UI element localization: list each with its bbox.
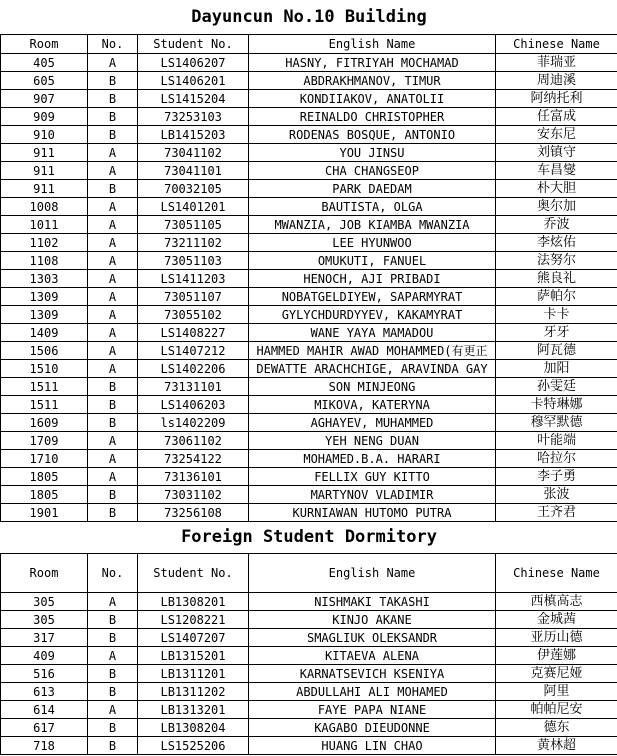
table-cell: 1805 (1, 486, 88, 504)
table-cell: 73041102 (138, 144, 249, 162)
table-cell: 1309 (1, 306, 88, 324)
table-cell: 614 (1, 701, 88, 719)
table-row (1, 468, 617, 486)
table-cell: 朴大胆 (496, 180, 617, 198)
table-cell: DEWATTE ARACHCHIGE, ARAVINDA GAY (249, 360, 496, 378)
table-cell: 409 (1, 647, 88, 665)
table-cell: 阿里 (496, 683, 617, 701)
table-row (1, 701, 617, 719)
table-cell: 帕帕尼安 (496, 701, 617, 719)
table-cell: A (88, 198, 138, 216)
table-cell: HASNY, FITRIYAH MOCHAMAD (249, 54, 496, 72)
table-cell: B (88, 737, 138, 755)
table-cell: 黄林超 (496, 737, 617, 755)
table-row (1, 216, 617, 234)
table-cell: A (88, 593, 138, 611)
header-row (1, 35, 617, 54)
table-cell: 305 (1, 611, 88, 629)
table-cell: HUANG LIN CHAO (249, 737, 496, 755)
table-row (1, 180, 617, 198)
table-row (1, 504, 617, 522)
table-cell: LS1208221 (138, 611, 249, 629)
table-cell: 70032105 (138, 180, 249, 198)
table-cell: B (88, 414, 138, 432)
table-cell: LS1415204 (138, 90, 249, 108)
table-cell: 1609 (1, 414, 88, 432)
table-cell: 718 (1, 737, 88, 755)
table-cell: 73256108 (138, 504, 249, 522)
table-cell: 阿纳托利 (496, 90, 617, 108)
table-cell: B (88, 180, 138, 198)
table-cell: LB1415203 (138, 126, 249, 144)
table-cell: MWANZIA, JOB KIAMBA MWANZIA (249, 216, 496, 234)
table-row (1, 486, 617, 504)
table-cell: LB1308201 (138, 593, 249, 611)
table-cell: LS1402206 (138, 360, 249, 378)
table-cell: MIKOVA, KATERYNA (249, 396, 496, 414)
table-cell: B (88, 611, 138, 629)
table-cell: 亚历山德 (496, 629, 617, 647)
header-row (1, 554, 617, 593)
table-cell: A (88, 252, 138, 270)
table-cell: 王齐君 (496, 504, 617, 522)
table-row (1, 450, 617, 468)
table-cell: LS1401201 (138, 198, 249, 216)
table-cell: 金城茜 (496, 611, 617, 629)
table-cell: 克赛尼娅 (496, 665, 617, 683)
table-cell: A (88, 306, 138, 324)
table-cell: LS1406207 (138, 54, 249, 72)
table-cell: 萨帕尔 (496, 288, 617, 306)
table-cell: LS1525206 (138, 737, 249, 755)
table-cell: 穆罕默德 (496, 414, 617, 432)
table-cell: 1805 (1, 468, 88, 486)
table-cell: 73211102 (138, 234, 249, 252)
table-cell: NOBATGELDIYEW, SAPARMYRAT (249, 288, 496, 306)
table-cell: A (88, 324, 138, 342)
table-cell: WANE YAYA MAMADOU (249, 324, 496, 342)
table-cell: LEE HYUNWOO (249, 234, 496, 252)
table-cell: SON MINJEONG (249, 378, 496, 396)
section-title: Dayuncun No.10 Building (1, 0, 617, 35)
table-cell: 1409 (1, 324, 88, 342)
table-cell: 73055102 (138, 306, 249, 324)
table-cell: B (88, 90, 138, 108)
table-row (1, 288, 617, 306)
table-cell: 1008 (1, 198, 88, 216)
table-row (1, 414, 617, 432)
table-cell: ABDRAKHMANOV, TIMUR (249, 72, 496, 90)
table-cell: 1510 (1, 360, 88, 378)
table-row (1, 683, 617, 701)
table-cell: CHA CHANGSEOP (249, 162, 496, 180)
table-cell: SMAGLIUK OLEKSANDR (249, 629, 496, 647)
table-cell: BAUTISTA, OLGA (249, 198, 496, 216)
table-cell: KURNIAWAN HUTOMO PUTRA (249, 504, 496, 522)
table-cell: HAMMED MAHIR AWAD MOHAMMED(有更正 (249, 342, 496, 360)
table-cell: NISHMAKI TAKASHI (249, 593, 496, 611)
table-row (1, 252, 617, 270)
table-cell: 阿瓦德 (496, 342, 617, 360)
table-cell: LB1311201 (138, 665, 249, 683)
table-row (1, 665, 617, 683)
table-cell: 911 (1, 180, 88, 198)
table-cell: 伊莲娜 (496, 647, 617, 665)
table-row (1, 737, 617, 755)
table-cell: 李炫佑 (496, 234, 617, 252)
table-row (1, 719, 617, 737)
table-cell: LB1311202 (138, 683, 249, 701)
table-cell: LS1411203 (138, 270, 249, 288)
table-row (1, 629, 617, 647)
table-cell: 叶能端 (496, 432, 617, 450)
table-cell: B (88, 665, 138, 683)
table-row (1, 234, 617, 252)
table-cell: MOHAMED.B.A. HARARI (249, 450, 496, 468)
table-cell: 李子勇 (496, 468, 617, 486)
table-cell: 周迪溪 (496, 72, 617, 90)
table-cell: 910 (1, 126, 88, 144)
table-cell: 73031102 (138, 486, 249, 504)
table-cell: 317 (1, 629, 88, 647)
table-row (1, 270, 617, 288)
table-cell: 奥尔加 (496, 198, 617, 216)
table-cell: B (88, 719, 138, 737)
table-cell: A (88, 54, 138, 72)
table-cell: 德东 (496, 719, 617, 737)
table-cell: LB1313201 (138, 701, 249, 719)
table-cell: 哈拉尔 (496, 450, 617, 468)
table-cell: 任富成 (496, 108, 617, 126)
column-header: Chinese Name (496, 554, 617, 593)
table-row (1, 647, 617, 665)
table-row (1, 144, 617, 162)
table-cell: LS1407212 (138, 342, 249, 360)
table-cell: A (88, 450, 138, 468)
dormitory-table (0, 520, 617, 755)
table-cell: ls1402209 (138, 414, 249, 432)
column-header: English Name (249, 554, 496, 593)
table-cell: 73061102 (138, 432, 249, 450)
table-cell: KITAEVA ALENA (249, 647, 496, 665)
section-title: Foreign Student Dormitory (1, 520, 617, 554)
table-row (1, 324, 617, 342)
table-cell: 安东尼 (496, 126, 617, 144)
table-cell: A (88, 342, 138, 360)
table-cell: 刘镇守 (496, 144, 617, 162)
column-header: Student No. (138, 35, 249, 54)
table-cell: A (88, 270, 138, 288)
table-cell: 73051107 (138, 288, 249, 306)
table-cell: LS1408227 (138, 324, 249, 342)
table-cell: A (88, 701, 138, 719)
table-cell: 1709 (1, 432, 88, 450)
column-header: Student No. (138, 554, 249, 593)
column-header: English Name (249, 35, 496, 54)
table-cell: A (88, 468, 138, 486)
table-cell: HENOCH, AJI PRIBADI (249, 270, 496, 288)
table-row (1, 306, 617, 324)
table-cell: 卡卡 (496, 306, 617, 324)
table-cell: KARNATSEVICH KSENIYA (249, 665, 496, 683)
table-cell: 617 (1, 719, 88, 737)
table-cell: 73051103 (138, 252, 249, 270)
table-cell: 909 (1, 108, 88, 126)
table-cell: 西槙高志 (496, 593, 617, 611)
table-row (1, 342, 617, 360)
table-cell: LB1315201 (138, 647, 249, 665)
table-row (1, 611, 617, 629)
table-cell: 305 (1, 593, 88, 611)
table-cell: 张波 (496, 486, 617, 504)
table-cell: LB1308204 (138, 719, 249, 737)
table-cell: 911 (1, 162, 88, 180)
table-cell: 1511 (1, 378, 88, 396)
table-cell: MARTYNOV VLADIMIR (249, 486, 496, 504)
table-cell: B (88, 126, 138, 144)
table-cell: A (88, 234, 138, 252)
table-cell: ABDULLAHI ALI MOHAMED (249, 683, 496, 701)
table-row (1, 198, 617, 216)
table-cell: 73254122 (138, 450, 249, 468)
table-cell: 乔波 (496, 216, 617, 234)
table-cell: 73041101 (138, 162, 249, 180)
table-cell: 405 (1, 54, 88, 72)
table-cell: 911 (1, 144, 88, 162)
table-cell: B (88, 504, 138, 522)
table-cell: 1901 (1, 504, 88, 522)
table-cell: 73253103 (138, 108, 249, 126)
table-cell: LS1406201 (138, 72, 249, 90)
table-cell: A (88, 360, 138, 378)
table-cell: LS1407207 (138, 629, 249, 647)
table-row (1, 432, 617, 450)
table-cell: FAYE PAPA NIANE (249, 701, 496, 719)
table-cell: PARK DAEDAM (249, 180, 496, 198)
table-row (1, 378, 617, 396)
table-cell: REINALDO CHRISTOPHER (249, 108, 496, 126)
table-cell: 907 (1, 90, 88, 108)
table-cell: B (88, 378, 138, 396)
table-cell: 卡特琳娜 (496, 396, 617, 414)
table-row (1, 360, 617, 378)
table-cell: A (88, 216, 138, 234)
table-row (1, 396, 617, 414)
table-cell: A (88, 288, 138, 306)
table-cell: 613 (1, 683, 88, 701)
table-cell: 车昌燮 (496, 162, 617, 180)
table-cell: B (88, 486, 138, 504)
table-cell: 加阳 (496, 360, 617, 378)
table-cell: LS1406203 (138, 396, 249, 414)
table-cell: 孙雯廷 (496, 378, 617, 396)
table-cell: A (88, 144, 138, 162)
table-cell: 1303 (1, 270, 88, 288)
column-header: Room (1, 554, 88, 593)
table-cell: YEH NENG DUAN (249, 432, 496, 450)
table-cell: 516 (1, 665, 88, 683)
column-header: Chinese Name (496, 35, 617, 54)
table-row (1, 162, 617, 180)
table-cell: A (88, 647, 138, 665)
table-cell: A (88, 162, 138, 180)
table-row (1, 54, 617, 72)
table-cell: 菲瑞亚 (496, 54, 617, 72)
table-row (1, 593, 617, 611)
table-cell: OMUKUTI, FANUEL (249, 252, 496, 270)
column-header: No. (88, 554, 138, 593)
table-row (1, 126, 617, 144)
table-cell: KAGABO DIEUDONNE (249, 719, 496, 737)
table-cell: A (88, 432, 138, 450)
table-cell: B (88, 683, 138, 701)
table-cell: B (88, 629, 138, 647)
table-cell: B (88, 108, 138, 126)
table-row (1, 90, 617, 108)
table-cell: B (88, 396, 138, 414)
table-cell: 1102 (1, 234, 88, 252)
table-cell: RODENAS BOSQUE, ANTONIO (249, 126, 496, 144)
table-cell: 1511 (1, 396, 88, 414)
table-cell: 73051105 (138, 216, 249, 234)
column-header: No. (88, 35, 138, 54)
table-row (1, 72, 617, 90)
table-cell: 熊良礼 (496, 270, 617, 288)
table-cell: 1108 (1, 252, 88, 270)
table-cell: KINJO AKANE (249, 611, 496, 629)
table-cell: 牙牙 (496, 324, 617, 342)
table-cell: 法努尔 (496, 252, 617, 270)
table-cell: AGHAYEV, MUHAMMED (249, 414, 496, 432)
table-cell: YOU JINSU (249, 144, 496, 162)
table-cell: KONDIIAKOV, ANATOLII (249, 90, 496, 108)
table-cell: B (88, 72, 138, 90)
table-cell: GYLYCHDURDYYEV, KAKAMYRAT (249, 306, 496, 324)
table-cell: 1506 (1, 342, 88, 360)
table-cell: 73131101 (138, 378, 249, 396)
table-row (1, 108, 617, 126)
table-cell: 1011 (1, 216, 88, 234)
column-header: Room (1, 35, 88, 54)
table-cell: 1710 (1, 450, 88, 468)
table-cell: FELLIX GUY KITTO (249, 468, 496, 486)
table-cell: 605 (1, 72, 88, 90)
table-cell: 1309 (1, 288, 88, 306)
table-cell: 73136101 (138, 468, 249, 486)
